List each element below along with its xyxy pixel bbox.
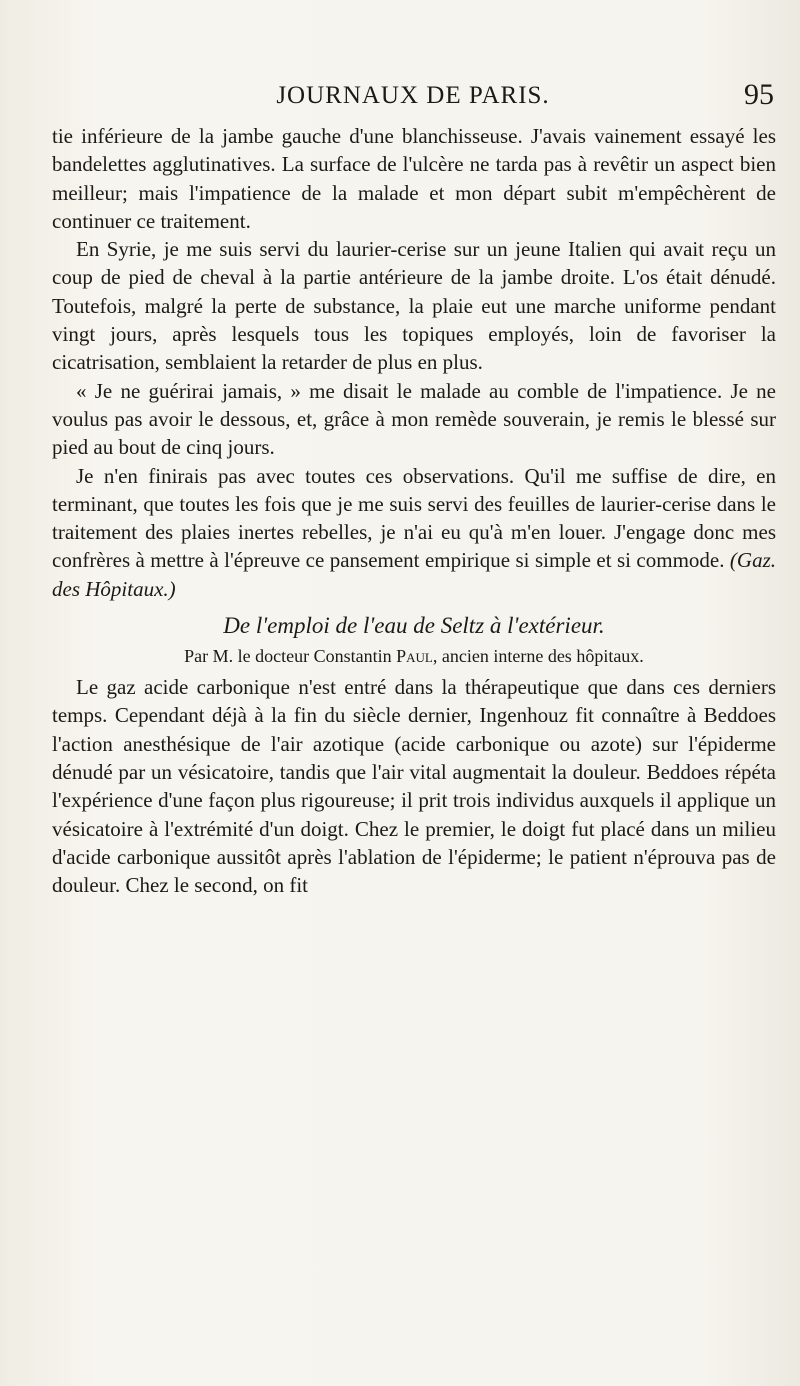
section-title: De l'emploi de l'eau de Seltz à l'extérieur. xyxy=(223,613,605,639)
citation: (Gaz. des Hôpitaux.) xyxy=(52,548,777,601)
section-paragraph: Le gaz acide carbonique n'est entré dans la thérapeutique que dans ces derniers temps. Cependant déjà à la fin du siècle dernier, Ingenhouz fit connaître à Beddoes l'action anesthésique de l'air azotique (acide carbonique ou azote) sur l'épiderme dénudé par un vésicatoire, tandis que l'air vital augmentait la douleur. Beddoes répéta l'expérience d'une façon plus rigoureuse; il prit trois individus auxquels il applique un vésicatoire à l'extrémité d'un doigt. Chez le premier, le doigt fut placé dans un milieu d'acide carbonique aussitôt après l'ablation de l'épiderme; le patient n'éprouva pas de douleur. Chez le second, on fit xyxy=(52,675,776,898)
paragraph-3: « Je ne guérirai jamais, » me disait le malade au comble de l'impatience. Je ne voulus pas avoir le dessous, et, grâce à mon remède souverain, je remis le blessé sur pied au bout de cinq jours. xyxy=(52,378,776,460)
paragraph-4-text: Je n'en finirais pas avec toutes ces observations. Qu'il me suffise de dire, en terminant, que toutes les fois que je me suis servi des feuilles de laurier-cerise dans le traitement des plaies inertes rebelles, je n'ai eu qu'à m'en louer. J'engage donc mes confrères à mettre à l'épreuve ce pansement empirique si simple et si commode. xyxy=(52,463,776,573)
paragraph-1: tie inférieure de la jambe gauche d'une blanchisseuse. J'avais vainement essayé les bandelettes agglutinatives. La surface de l'ulcère ne tarda pas à revêtir un aspect bien meilleur; mais l'impatience de la malade et mon départ subit m'empêchèrent de continuer ce traitement. xyxy=(52,124,776,233)
byline-prefix: Par M. le docteur Constantin xyxy=(184,646,397,667)
byline xyxy=(52,645,776,667)
paragraph-2: En Syrie, je me suis servi du laurier-cerise sur un jeune Italien qui avait reçu un coup de pied de cheval à la partie antérieure de la jambe droite. L'os était dénudé. Toutefois, malgré la perte de substance, la plaie eut une marche uniforme pendant vingt jours, après lesquels tous les topiques employés, loin de favoriser la cicatrisation, semblaient la retarder de plus en plus. xyxy=(52,237,776,375)
body-text xyxy=(52,122,776,899)
page-header xyxy=(52,78,774,122)
byline-suffix: , ancien interne des hôpitaux. xyxy=(432,646,644,667)
page-number: 95 xyxy=(744,78,774,111)
author-name: Paul xyxy=(396,646,433,667)
running-title: JOURNAUX DE PARIS. xyxy=(276,82,550,109)
paragraph-4 xyxy=(52,462,776,603)
